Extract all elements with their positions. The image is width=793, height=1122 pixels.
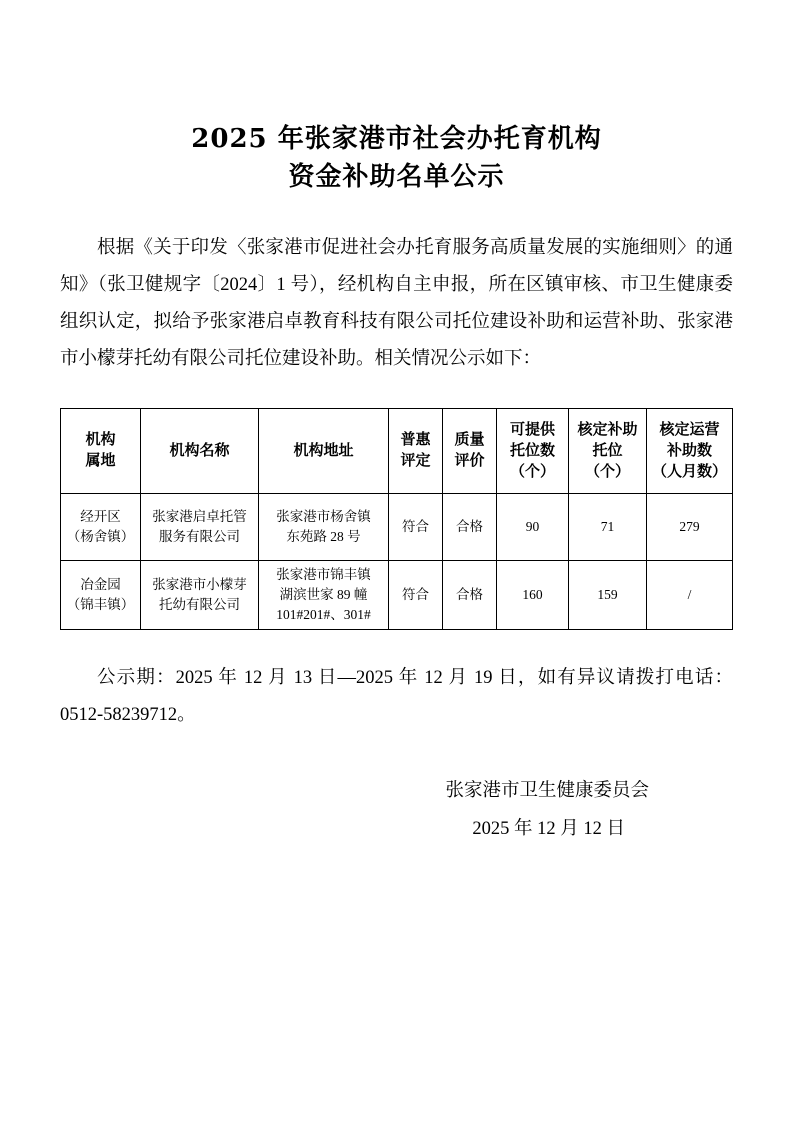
cell-address-line-2: 东苑路 28 号 — [286, 529, 361, 544]
cell-name-line-1: 张家港市小檬芽 — [152, 577, 247, 592]
header-quality-line-2: 评价 — [454, 453, 485, 469]
header-available-line-2: 托位数 — [509, 442, 555, 459]
signature-date: 2025 年 12 月 12 日 — [472, 819, 625, 839]
cell-available-slots: 90 — [497, 494, 569, 561]
body-paragraph-block — [48, 230, 745, 378]
cell-area — [61, 494, 141, 561]
cell-area-line-1: 冶金园 — [80, 577, 121, 592]
cell-inclusive: 符合 — [389, 561, 443, 630]
table-header-inclusive — [389, 409, 443, 494]
signature-block — [48, 772, 745, 848]
cell-name-line-1: 张家港启卓托管 — [152, 509, 247, 524]
cell-area-line-2: （锦丰镇） — [66, 597, 135, 612]
table-header-address — [259, 409, 389, 494]
header-available-line-3: （个） — [509, 463, 555, 480]
table-row — [61, 494, 733, 561]
cell-address-line-1: 张家港市杨舍镇 — [276, 509, 371, 524]
header-inclusive-line-2: 评定 — [400, 453, 431, 469]
header-area-line-2: 属地 — [85, 453, 116, 469]
header-approved-line-1: 核定补助 — [577, 421, 638, 438]
cell-quality: 合格 — [443, 561, 497, 630]
header-address-line-1: 机构地址 — [293, 442, 354, 459]
notice-block — [48, 660, 745, 734]
cell-operation-subsidy: 279 — [647, 494, 733, 561]
table-header-quality — [443, 409, 497, 494]
title-line-1: 2025 年张家港市社会办托育机构 — [191, 124, 602, 154]
notice-paragraph: 公示期：2025 年 12 月 13 日—2025 年 12 月 19 日，如有异议请拨打电话：0512-58239712。 — [60, 668, 733, 725]
header-available-line-1: 可提供 — [509, 421, 555, 438]
header-quality-line-1: 质量 — [454, 432, 485, 448]
cell-address-line-1: 张家港市锦丰镇 — [276, 567, 371, 582]
cell-name-line-2: 服务有限公司 — [159, 529, 240, 544]
cell-inclusive: 符合 — [389, 494, 443, 561]
cell-address — [259, 494, 389, 561]
header-approved-line-3: （个） — [584, 463, 630, 480]
table-row — [61, 561, 733, 630]
header-approved-line-2: 托位 — [592, 442, 623, 459]
cell-operation-subsidy: / — [647, 561, 733, 630]
cell-area — [61, 561, 141, 630]
table-header-area — [61, 409, 141, 494]
table-header-row — [61, 409, 733, 494]
header-inclusive-line-1: 普惠 — [400, 432, 431, 448]
cell-name — [141, 494, 259, 561]
cell-area-line-2: （杨舍镇） — [66, 529, 135, 544]
cell-name — [141, 561, 259, 630]
cell-name-line-2: 托幼有限公司 — [159, 597, 240, 612]
cell-address-line-3: 101#201#、301# — [276, 607, 371, 622]
cell-quality: 合格 — [443, 494, 497, 561]
header-operation-line-3: （人月数） — [651, 463, 727, 480]
header-operation-line-2: 补助数 — [666, 442, 712, 459]
cell-area-line-1: 经开区 — [80, 509, 121, 524]
header-operation-line-1: 核定运营 — [659, 421, 720, 438]
page-title — [48, 0, 745, 196]
body-paragraph: 根据《关于印发〈张家港市促进社会办托育服务高质量发展的实施细则〉的通知》（张卫健规字〔2024〕1 号），经机构自主申报，所在区镇审核、市卫生健康委组织认定，拟给予张家港启卓教育科技有限公司托位建设补助和运营补助、张家港市小檬芽托幼有限公司托位建设补助。相关情况公示如下： — [60, 238, 733, 369]
cell-approved-slots: 71 — [569, 494, 647, 561]
cell-address-line-2: 湖滨世家 89 幢 — [279, 587, 368, 602]
cell-address — [259, 561, 389, 630]
header-name-line-1: 机构名称 — [169, 442, 230, 459]
table-header-name — [141, 409, 259, 494]
subsidy-table — [60, 408, 733, 630]
cell-approved-slots: 159 — [569, 561, 647, 630]
table-header-available-slots — [497, 409, 569, 494]
table-header-operation-subsidy — [647, 409, 733, 494]
header-area-line-1: 机构 — [85, 432, 116, 448]
title-line-2: 资金补助名单公示 — [288, 162, 505, 192]
signature-organization: 张家港市卫生健康委员会 — [445, 781, 649, 801]
table-header-approved-slots — [569, 409, 647, 494]
cell-available-slots: 160 — [497, 561, 569, 630]
